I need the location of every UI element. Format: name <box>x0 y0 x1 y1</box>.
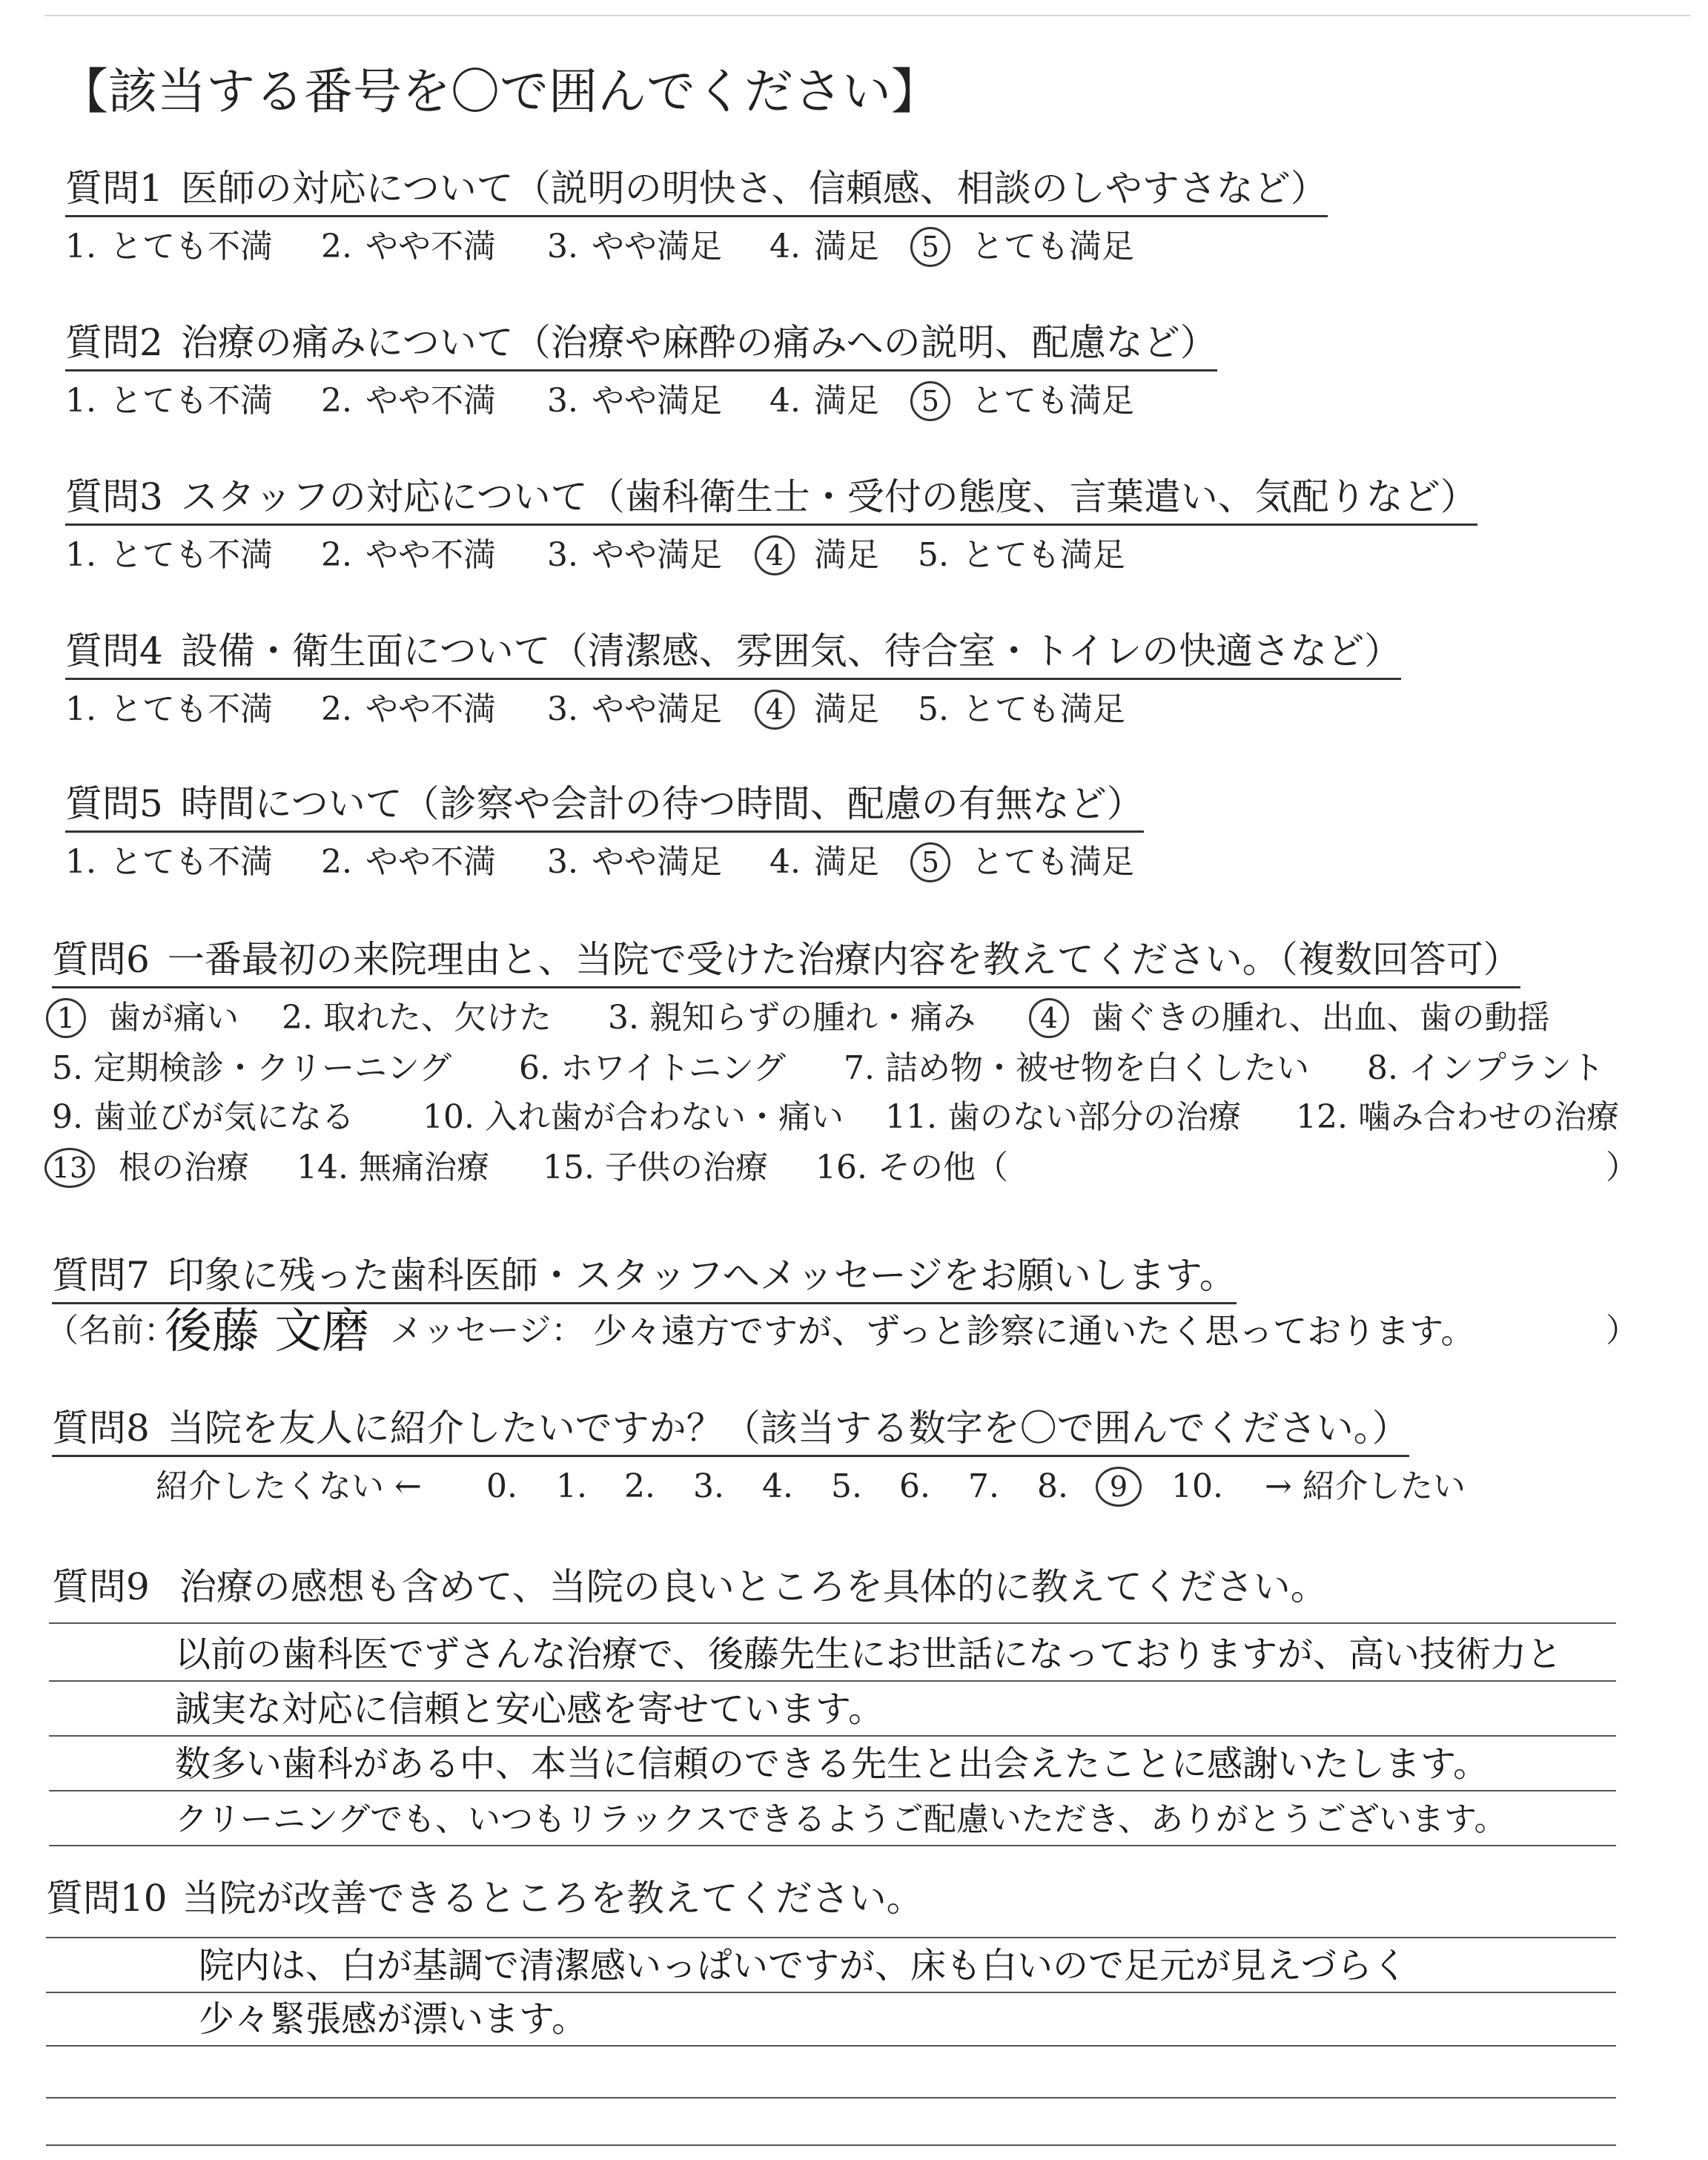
q8-scale-0[interactable]: 0. <box>486 1467 517 1505</box>
q4-option-3[interactable]: 3. やや満足 <box>547 690 722 728</box>
q9-number: 質問9 <box>52 1565 150 1608</box>
q9-line-1[interactable]: 以前の歯科医でずさんな治療で、後藤先生にお世話になっておりますが、高い技術力と <box>175 1634 1563 1675</box>
q5-text: 時間について（診察や会計の待つ時間、配慮の有無など） <box>180 782 1144 825</box>
q6-option-13-label: 根の治療 <box>119 1149 249 1186</box>
q6-option-12[interactable]: 12. 噛み合わせの治療 <box>1296 1098 1619 1136</box>
q3-heading <box>65 473 1477 526</box>
q4-option-4-label: 満足 <box>814 690 879 728</box>
q6-heading <box>52 936 1520 988</box>
q5-option-4[interactable]: 4. 満足 <box>769 843 879 881</box>
q2-heading <box>65 319 1217 371</box>
q10-rule-3 <box>46 2097 1616 2098</box>
q6-option-9[interactable]: 9. 歯並びが気になる <box>52 1098 354 1136</box>
q8-scale-8[interactable]: 8. <box>1037 1467 1068 1505</box>
q3-option-5[interactable]: 5. とても満足 <box>918 536 1125 574</box>
q8-scale-3[interactable]: 3. <box>693 1467 724 1505</box>
q7-heading <box>52 1252 1237 1304</box>
q7-name-value[interactable]: 後藤 文磨 <box>165 1304 370 1359</box>
q7-number: 質問7 <box>52 1254 150 1297</box>
q6-option-11[interactable]: 11. 歯のない部分の治療 <box>885 1098 1241 1136</box>
q6-option-5[interactable]: 5. 定期検診・クリーニング <box>52 1049 452 1087</box>
q1-heading <box>65 165 1328 217</box>
q10-line-1[interactable]: 院内は、白が基調で清潔感いっぱいですが、床も白いので足元が見えづらく <box>199 1945 1409 1986</box>
q8-heading <box>52 1404 1409 1457</box>
q4-selected-circle[interactable]: 4 <box>755 690 795 730</box>
q10-rule-4 <box>46 2144 1616 2146</box>
q5-option-5-label: とても満足 <box>971 843 1134 881</box>
q2-options <box>65 380 1548 423</box>
q6-number: 質問6 <box>52 938 150 981</box>
q5-option-1[interactable]: 1. とても不満 <box>65 843 273 881</box>
q8-scale-6[interactable]: 6. <box>899 1467 930 1505</box>
q1-option-5-label: とても満足 <box>971 228 1134 265</box>
q1-text: 医師の対応について（説明の明快さ、信頼感、相談のしやすさなど） <box>180 167 1328 210</box>
q9-rule-4 <box>49 1845 1616 1846</box>
q8-left-label: 紹介したくない ← <box>156 1467 422 1505</box>
q1-option-4[interactable]: 4. 満足 <box>769 228 879 265</box>
q6-option-15[interactable]: 15. 子供の治療 <box>543 1149 768 1186</box>
q1-number: 質問1 <box>65 167 163 210</box>
q9-line-3[interactable]: 数多い歯科がある中、本当に信頼のできる先生と出会えたことに感謝いたします。 <box>175 1743 1489 1785</box>
q8-scale-7[interactable]: 7. <box>968 1467 999 1505</box>
q6-option-1-circle[interactable]: 1 <box>46 998 86 1038</box>
q6-option-1-label: 歯が痛い <box>108 999 239 1037</box>
q6-option-4-label: 歯ぐきの腫れ、出血、歯の動揺 <box>1091 999 1550 1037</box>
q6-option-6[interactable]: 6. ホワイトニング <box>519 1049 787 1087</box>
q7-message-label: メッセージ： <box>390 1312 584 1350</box>
q1-option-3[interactable]: 3. やや満足 <box>547 228 722 265</box>
q3-option-4-label: 満足 <box>814 536 879 574</box>
q2-option-5-label: とても満足 <box>971 382 1134 420</box>
q9-rule-1 <box>49 1680 1616 1682</box>
q5-option-2[interactable]: 2. やや不満 <box>321 843 496 881</box>
q3-text: スタッフの対応について（歯科衛生士・受付の態度、言葉遣い、気配りなど） <box>180 475 1477 518</box>
q3-selected-circle[interactable]: 4 <box>755 535 795 575</box>
q1-option-2[interactable]: 2. やや不満 <box>321 228 496 265</box>
q9-rule-0 <box>49 1622 1616 1624</box>
q8-text: 当院を友人に紹介したいですか？（該当する数字を〇で囲んでください。） <box>167 1407 1409 1450</box>
q6-option-2[interactable]: 2. 取れた、欠けた <box>282 999 552 1037</box>
q1-selected-circle[interactable]: 5 <box>910 227 950 267</box>
q10-rule-1 <box>46 1992 1616 1993</box>
q9-heading <box>52 1563 1328 1611</box>
q3-options <box>65 534 1548 577</box>
q6-option-4-circle[interactable]: 4 <box>1029 998 1069 1038</box>
q5-options <box>65 841 1548 884</box>
q5-option-3[interactable]: 3. やや満足 <box>547 843 722 881</box>
page-instruction: 【該当する番号を〇で囲んでください】 <box>59 63 940 120</box>
q4-options <box>65 688 1548 731</box>
q6-option-8[interactable]: 8. インプラント <box>1367 1049 1604 1087</box>
q4-option-5[interactable]: 5. とても満足 <box>918 690 1125 728</box>
q3-number: 質問3 <box>65 475 163 518</box>
q3-option-3[interactable]: 3. やや満足 <box>547 536 722 574</box>
q8-scale-10[interactable]: 10. <box>1171 1467 1223 1505</box>
q8-scale-1[interactable]: 1. <box>556 1467 587 1505</box>
q6-option-14[interactable]: 14. 無痛治療 <box>297 1149 489 1186</box>
q10-text: 当院が改善できるところを教えてください。 <box>182 1877 924 1920</box>
q2-option-4[interactable]: 4. 満足 <box>769 382 879 420</box>
q8-scale-2[interactable]: 2. <box>624 1467 655 1505</box>
q10-rule-0 <box>46 1937 1616 1938</box>
q10-number: 質問10 <box>46 1877 168 1920</box>
q3-option-1[interactable]: 1. とても不満 <box>65 536 273 574</box>
q6-text: 一番最初の来院理由と、当院で受けた治療内容を教えてください。（複数回答可） <box>167 938 1520 981</box>
q10-rule-2 <box>46 2045 1616 2047</box>
q8-number: 質問8 <box>52 1407 150 1450</box>
q8-right-label: → 紹介したい <box>1265 1467 1466 1505</box>
q4-option-2[interactable]: 2. やや不満 <box>321 690 496 728</box>
q6-option-10[interactable]: 10. 入れ歯が合わない・痛い <box>423 1098 844 1136</box>
q8-scale-4[interactable]: 4. <box>762 1467 793 1505</box>
q5-number: 質問5 <box>65 782 163 825</box>
q2-number: 質問2 <box>65 321 163 364</box>
q6-option-16[interactable]: 16. その他（ <box>815 1149 1008 1186</box>
q1-option-1[interactable]: 1. とても不満 <box>65 228 273 265</box>
q9-line-4[interactable]: クリーニングでも、いつもリラックスできるようご配慮いただき、ありがとうございます。 <box>175 1800 1507 1838</box>
top-divider <box>44 15 1690 16</box>
q7-close-paren: ） <box>1606 1312 1638 1350</box>
q5-selected-circle[interactable]: 5 <box>910 842 950 882</box>
q6-option-7[interactable]: 7. 詰め物・被せ物を白くしたい <box>844 1049 1309 1087</box>
q1-options <box>65 225 1548 268</box>
q3-option-2[interactable]: 2. やや不満 <box>321 536 496 574</box>
q2-option-2[interactable]: 2. やや不満 <box>321 382 496 420</box>
q10-line-2[interactable]: 少々緊張感が漂います。 <box>199 1998 588 2040</box>
q9-rule-2 <box>49 1735 1616 1737</box>
q8-scale-5[interactable]: 5. <box>831 1467 862 1505</box>
q2-text: 治療の痛みについて（治療や麻酔の痛みへの説明、配慮など） <box>180 321 1217 364</box>
q8-selected-circle[interactable]: 9 <box>1096 1467 1142 1507</box>
q4-text: 設備・衛生面について（清潔感、雰囲気、待合室・トイレの快適さなど） <box>180 630 1402 673</box>
q9-line-2[interactable]: 誠実な対応に信頼と安心感を寄せています。 <box>175 1688 884 1730</box>
q2-selected-circle[interactable]: 5 <box>910 381 950 421</box>
q7-message-value[interactable]: 少々遠方ですが、ずっと診察に通いたく思っております。 <box>593 1311 1475 1351</box>
q4-heading <box>65 627 1401 680</box>
q7-text: 印象に残った歯科医師・スタッフへメッセージをお願いします。 <box>167 1254 1237 1297</box>
q6-option-13-circle[interactable]: 13 <box>44 1148 95 1188</box>
q6-option-3[interactable]: 3. 親知らずの腫れ・痛み <box>608 999 976 1037</box>
q9-rule-3 <box>49 1790 1616 1791</box>
q7-name-label: （名前： <box>46 1312 176 1350</box>
q4-option-1[interactable]: 1. とても不満 <box>65 690 273 728</box>
q9-text: 治療の感想も含めて、当院の良いところを具体的に教えてください。 <box>179 1565 1328 1608</box>
q10-heading <box>46 1875 924 1922</box>
q2-option-1[interactable]: 1. とても不満 <box>65 382 273 420</box>
q4-number: 質問4 <box>65 630 163 673</box>
q6-option-16-close: ） <box>1606 1149 1638 1186</box>
q5-heading <box>65 780 1144 833</box>
q2-option-3[interactable]: 3. やや満足 <box>547 382 722 420</box>
